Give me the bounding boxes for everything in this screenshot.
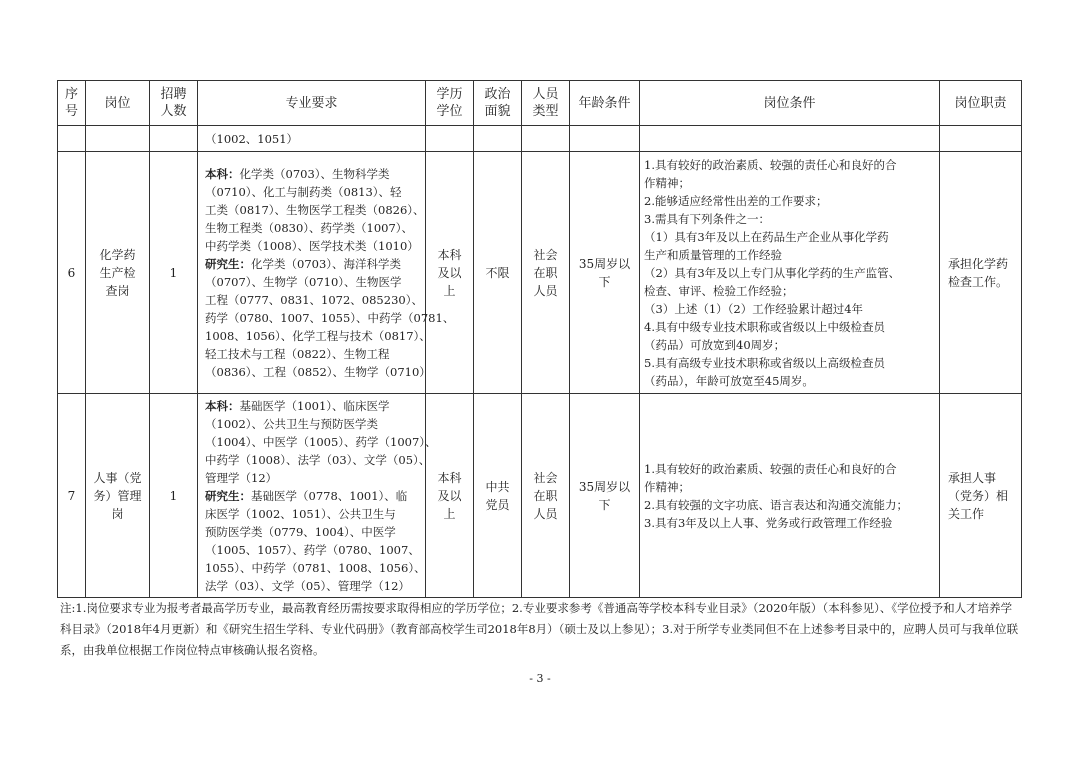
header-conditions: 岗位条件 bbox=[640, 81, 940, 126]
recruit-count: 1 bbox=[150, 394, 198, 598]
education-requirement: 本科 及以 上 bbox=[426, 394, 474, 598]
header-staff-type: 人员 类型 bbox=[522, 81, 570, 126]
age-condition: 35周岁以 下 bbox=[570, 394, 640, 598]
post-name: 化学药 生产检 查岗 bbox=[86, 152, 150, 394]
table-row bbox=[58, 394, 1022, 598]
header-political-status: 政治 面貌 bbox=[474, 81, 522, 126]
post-conditions: 1.具有较好的政治素质、较强的责任心和良好的合 作精神； 2.能够适应经常性出差的工作要求； 3.需具有下列条件之一： （1）具有3年及以上在药品生产企业从事化学药 生产和质量管理的工作经验 （2）具有3年及以上专门从事化学药的生产监管、 检查、审评、检验工作经验； （3）上述（1）（2）工作经验累计超过4年 4.具有中级专业技术职称或省级以上中级检查员 （药品）可放宽到40周岁； 5.具有高级专业技术职称或省级以上高级检查员 （药品），年龄可放宽至45周岁。 bbox=[640, 152, 940, 394]
major-requirement-continuation: （1002、1051） bbox=[198, 126, 426, 152]
political-status: 中共 党员 bbox=[474, 394, 522, 598]
post-name: 人事（党 务）管理 岗 bbox=[86, 394, 150, 598]
table-row-continuation bbox=[58, 126, 1022, 152]
header-no: 序 号 bbox=[58, 81, 86, 126]
age-condition: 35周岁以 下 bbox=[570, 152, 640, 394]
table-header-row bbox=[58, 81, 1022, 126]
header-post: 岗位 bbox=[86, 81, 150, 126]
header-major-requirement: 专业要求 bbox=[198, 81, 426, 126]
major-requirement: 本科：化学类（0703）、生物科学类 （0710）、化工与制药类（0813）、轻 工类（0817）、生物医学工程类（0826）、 生物工程类（0830）、药学类（1007）、 中药学类（1008）、医学技术类（1010） 研究生：化学类（0703）、海洋科学类 （0707）、生物学（0710）、生物医学 工程（0777、0831、1072、085230）、 药学（0780、1007、1055）、中药学（0781、 1008、1056）、化学工程与技术（0817）、 轻工技术与工程（0822）、生物工程 （0836）、工程（0852）、生物学（0710） bbox=[198, 152, 426, 394]
page-number: - 3 - bbox=[529, 672, 551, 685]
staff-type: 社会 在职 人员 bbox=[522, 394, 570, 598]
post-conditions: 1.具有较好的政治素质、较强的责任心和良好的合 作精神； 2.具有较强的文字功底、语言表达和沟通交流能力； 3.具有3年及以上人事、党务或行政管理工作经验 bbox=[640, 394, 940, 598]
education-requirement: 本科 及以 上 bbox=[426, 152, 474, 394]
footnote: 注:1.岗位要求专业为报考者最高学历专业，最高教育经历需按要求取得相应的学历学位；2.专业要求参考《普通高等学校本科专业目录》（2020年版）（本科参见）、《学位授予和人才培养学科目录》（2018年4月更新）和《研究生招生学科、专业代码册》（教育部高校学生司2018年8月）（硕士及以上参见）；3.对于所学专业类同但不在上述参考目录中的，应聘人员可与我单位联系，由我单位根据工作岗位特点审核确认报名资格。 bbox=[60, 601, 1019, 657]
row-number: 6 bbox=[58, 152, 86, 394]
staff-type: 社会 在职 人员 bbox=[522, 152, 570, 394]
recruitment-table bbox=[57, 80, 1022, 598]
major-requirement: 本科：基础医学（1001）、临床医学 （1002）、公共卫生与预防医学类 （1004）、中医学（1005）、药学（1007）、 中药学（1008）、法学（03）、文学（05）、 管理学（12） 研究生：基础医学（0778、1001）、临 床医学（1002、1051）、公共卫生与 预防医学类（0779、1004）、中医学 （1005、1057）、药学（0780、1007、 1055）、中药学（0781、1008、1056）、 法学（03）、文学（05）、管理学（12） bbox=[198, 394, 426, 598]
header-education: 学历 学位 bbox=[426, 81, 474, 126]
row-number: 7 bbox=[58, 394, 86, 598]
table-row bbox=[58, 152, 1022, 394]
header-duties: 岗位职责 bbox=[940, 81, 1022, 126]
post-duties: 承担人事 （党务）相 关工作 bbox=[940, 394, 1022, 598]
post-duties: 承担化学药 检查工作。 bbox=[940, 152, 1022, 394]
political-status: 不限 bbox=[474, 152, 522, 394]
header-recruit-count: 招聘 人数 bbox=[150, 81, 198, 126]
header-age: 年龄条件 bbox=[570, 81, 640, 126]
recruit-count: 1 bbox=[150, 152, 198, 394]
